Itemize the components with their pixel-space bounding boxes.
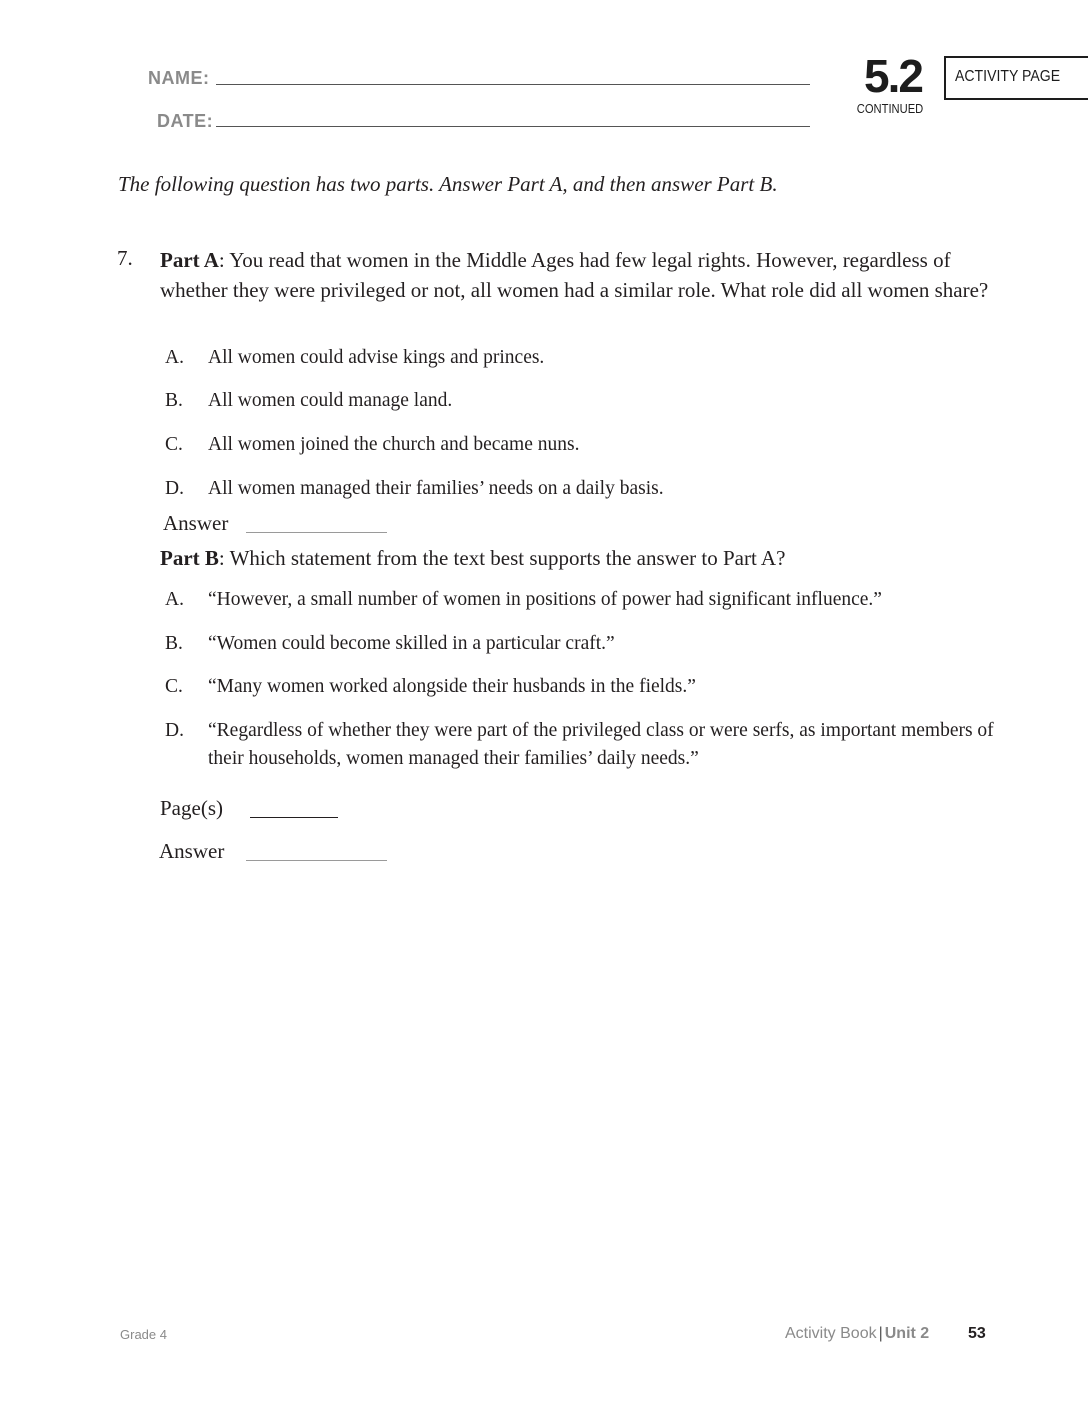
continued-label: CONTINUED bbox=[856, 101, 924, 116]
name-field[interactable] bbox=[216, 84, 810, 85]
activity-page-label: ACTIVITY PAGE bbox=[955, 68, 1061, 85]
name-label: NAME: bbox=[148, 68, 210, 88]
part-b-text: : Which statement from the text best supports the answer to Part A? bbox=[218, 546, 786, 570]
answer-field-part-b[interactable] bbox=[246, 860, 387, 861]
part-b-label: Part B bbox=[160, 546, 219, 570]
part-a-label: Part A bbox=[160, 248, 219, 272]
option-letter: A. bbox=[165, 347, 184, 368]
footer-separator: | bbox=[878, 1325, 883, 1342]
option-letter: A. bbox=[165, 589, 184, 610]
footer-book bbox=[785, 1325, 929, 1343]
option-letter: B. bbox=[165, 390, 183, 411]
option-text: “However, a small number of women in positions of power had significant influence.” bbox=[208, 589, 882, 610]
option-letter: D. bbox=[165, 478, 184, 499]
pages-label: Page(s) bbox=[160, 796, 223, 820]
footer-unit: Unit 2 bbox=[884, 1325, 930, 1342]
pages-field[interactable] bbox=[250, 817, 338, 818]
date-field[interactable] bbox=[216, 126, 810, 127]
option-letter: D. bbox=[165, 720, 184, 741]
activity-number: 5.2 bbox=[864, 50, 922, 102]
part-b-prompt bbox=[160, 546, 785, 571]
page-number: 53 bbox=[968, 1325, 986, 1342]
option-text: All women managed their families’ needs on a daily basis. bbox=[208, 478, 664, 499]
footer-book-title: Activity Book bbox=[785, 1325, 877, 1342]
option-text: All women joined the church and became nuns. bbox=[208, 434, 580, 455]
instructions: The following question has two parts. Answer Part A, and then answer Part B. bbox=[118, 172, 778, 196]
option-letter: B. bbox=[165, 633, 183, 654]
answer-label-part-b: Answer bbox=[159, 839, 225, 863]
option-text: All women could advise kings and princes. bbox=[208, 347, 545, 368]
date-label: DATE: bbox=[157, 111, 214, 131]
option-text: “Women could become skilled in a particular craft.” bbox=[208, 633, 615, 654]
option-letter: C. bbox=[165, 434, 183, 455]
part-a-text: : You read that women in the Middle Ages had few legal rights. However, regardless of whether they were privileged or not, all women had a similar role. What role did all women share? bbox=[160, 248, 989, 302]
option-letter: C. bbox=[165, 676, 183, 697]
footer-grade: Grade 4 bbox=[120, 1327, 167, 1342]
part-a-prompt bbox=[160, 246, 1010, 305]
question-number: 7. bbox=[117, 246, 133, 270]
option-text: “Many women worked alongside their husbands in the fields.” bbox=[208, 676, 696, 697]
option-text: All women could manage land. bbox=[208, 390, 453, 411]
activity-page-box bbox=[944, 56, 1088, 100]
answer-label-part-a: Answer bbox=[163, 511, 229, 535]
answer-field-part-a[interactable] bbox=[246, 532, 387, 533]
option-text: “Regardless of whether they were part of the privileged class or were serfs, as important members of their households, women managed their families’ daily needs.” bbox=[208, 720, 994, 769]
